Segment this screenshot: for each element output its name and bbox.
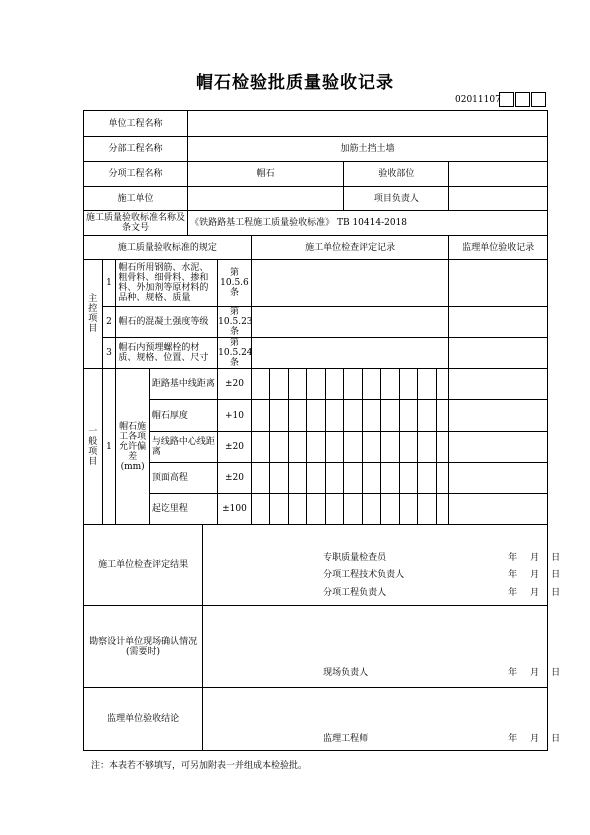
tolerance-supervisor[interactable]: [449, 369, 548, 400]
supervisor-conclusion-area[interactable]: [203, 688, 561, 751]
main-item-record[interactable]: [251, 338, 449, 369]
month-label: 月: [530, 570, 540, 580]
day-label: 日: [551, 588, 561, 598]
main-item-clause: 第10.5.24条: [218, 338, 253, 368]
main-item-no: 3: [102, 338, 116, 369]
division-field[interactable]: 加筋土挡土墙: [188, 137, 548, 162]
code-box-3[interactable]: [531, 92, 546, 107]
main-item-text: 帽石的混凝土强度等级: [116, 307, 218, 338]
day-label: 日: [551, 570, 561, 580]
month-label: 月: [530, 734, 540, 744]
main-item-supervisor[interactable]: [449, 260, 548, 307]
contractor-result-area[interactable]: [203, 525, 561, 606]
year-label: 年: [508, 734, 518, 744]
col-spec-header: 施工质量验收标准的规定: [84, 236, 252, 260]
year-label: 年: [508, 588, 518, 598]
standard-field[interactable]: 《铁路路基工程施工质量验收标准》 TB 10414-2018: [188, 211, 548, 236]
main-item-no: 1: [102, 260, 116, 307]
page-title: 帽石检验批质量验收记录: [196, 73, 394, 93]
standard-label: 施工质量验收标准名称及条文号: [84, 211, 188, 236]
col-contractor-header: 施工单位检查评定记录: [251, 236, 449, 260]
form-code: 02011107: [455, 95, 501, 105]
tolerance-value: +10: [218, 400, 252, 432]
tolerance-supervisor[interactable]: [449, 400, 548, 432]
main-control-label: 主控项目: [84, 260, 103, 369]
item-label: 分项工程名称: [84, 162, 188, 187]
main-item-clause: 第10.5.23条: [218, 307, 253, 337]
tech-lead-label: 分项工程技术负责人: [323, 570, 405, 580]
tolerance-name: 起讫里程: [149, 494, 217, 525]
unit-project-label: 单位工程名称: [84, 111, 188, 137]
tolerance-supervisor[interactable]: [449, 463, 548, 494]
year-label: 年: [508, 668, 518, 678]
project-lead-label: 项目负责人: [344, 187, 449, 211]
general-label: 一般项目: [84, 369, 103, 525]
tolerance-value: ±100: [218, 494, 252, 525]
quality-inspector-label: 专职质量检查员: [323, 553, 387, 563]
construction-unit-field[interactable]: [188, 187, 344, 211]
footnote: 注：本表若不够填写，可另加附表一并组成本检验批。: [91, 761, 308, 771]
tolerance-value: ±20: [218, 463, 252, 494]
day-label: 日: [551, 553, 561, 563]
code-box-1[interactable]: [499, 92, 514, 107]
main-item-no: 2: [102, 307, 116, 338]
general-sub-label: 帽石施工各项允许偏差(mm): [116, 369, 150, 525]
main-item-record[interactable]: [251, 307, 449, 338]
tolerance-supervisor[interactable]: [449, 494, 548, 525]
main-item-text: 帽石内预埋螺栓的材质、规格、位置、尺寸: [116, 338, 218, 369]
year-label: 年: [508, 553, 518, 563]
general-item-no: 1: [102, 369, 116, 525]
month-label: 月: [530, 588, 540, 598]
inspection-part-field[interactable]: [449, 162, 548, 187]
year-label: 年: [508, 570, 518, 580]
tolerance-name: 与线路中心线距离: [149, 432, 217, 463]
survey-confirm-area[interactable]: [203, 606, 561, 688]
col-supervisor-header: 监理单位验收记录: [449, 236, 548, 260]
project-lead-field[interactable]: [449, 187, 548, 211]
code-box-2[interactable]: [515, 92, 530, 107]
tolerance-value: ±20: [218, 432, 252, 463]
inspection-form: [83, 110, 561, 751]
supervising-engineer-label: 监理工程师: [323, 734, 369, 744]
supervisor-conclusion-label: 监理单位验收结论: [84, 688, 203, 751]
unit-project-field[interactable]: [188, 111, 548, 137]
day-label: 日: [551, 734, 561, 744]
day-label: 日: [551, 668, 561, 678]
inspection-part-label: 验收部位: [344, 162, 449, 187]
site-lead-label: 现场负责人: [323, 668, 369, 678]
survey-confirm-label: 勘察设计单位现场确认情况(需要时): [84, 606, 203, 688]
division-label: 分部工程名称: [84, 137, 188, 162]
main-item-supervisor[interactable]: [449, 307, 548, 338]
main-item-clause: 第10.5.6条: [218, 260, 252, 307]
month-label: 月: [530, 553, 540, 563]
tolerance-name: 距路基中线距离: [149, 369, 217, 400]
month-label: 月: [530, 668, 540, 678]
main-item-supervisor[interactable]: [449, 338, 548, 369]
tolerance-name: 帽石厚度: [149, 400, 217, 432]
tolerance-supervisor[interactable]: [449, 432, 548, 463]
tolerance-value: ±20: [218, 369, 252, 400]
item-lead-label: 分项工程负责人: [323, 588, 387, 598]
item-field[interactable]: 帽石: [188, 162, 344, 187]
main-item-text: 帽石所用钢筋、水泥、粗骨料、细骨料、掺和料、外加剂等原材料的品种、规格、质量: [116, 260, 218, 307]
main-item-record[interactable]: [251, 260, 449, 307]
tolerance-name: 顶面高程: [149, 463, 217, 494]
construction-unit-label: 施工单位: [84, 187, 188, 211]
contractor-result-label: 施工单位检查评定结果: [84, 525, 203, 606]
